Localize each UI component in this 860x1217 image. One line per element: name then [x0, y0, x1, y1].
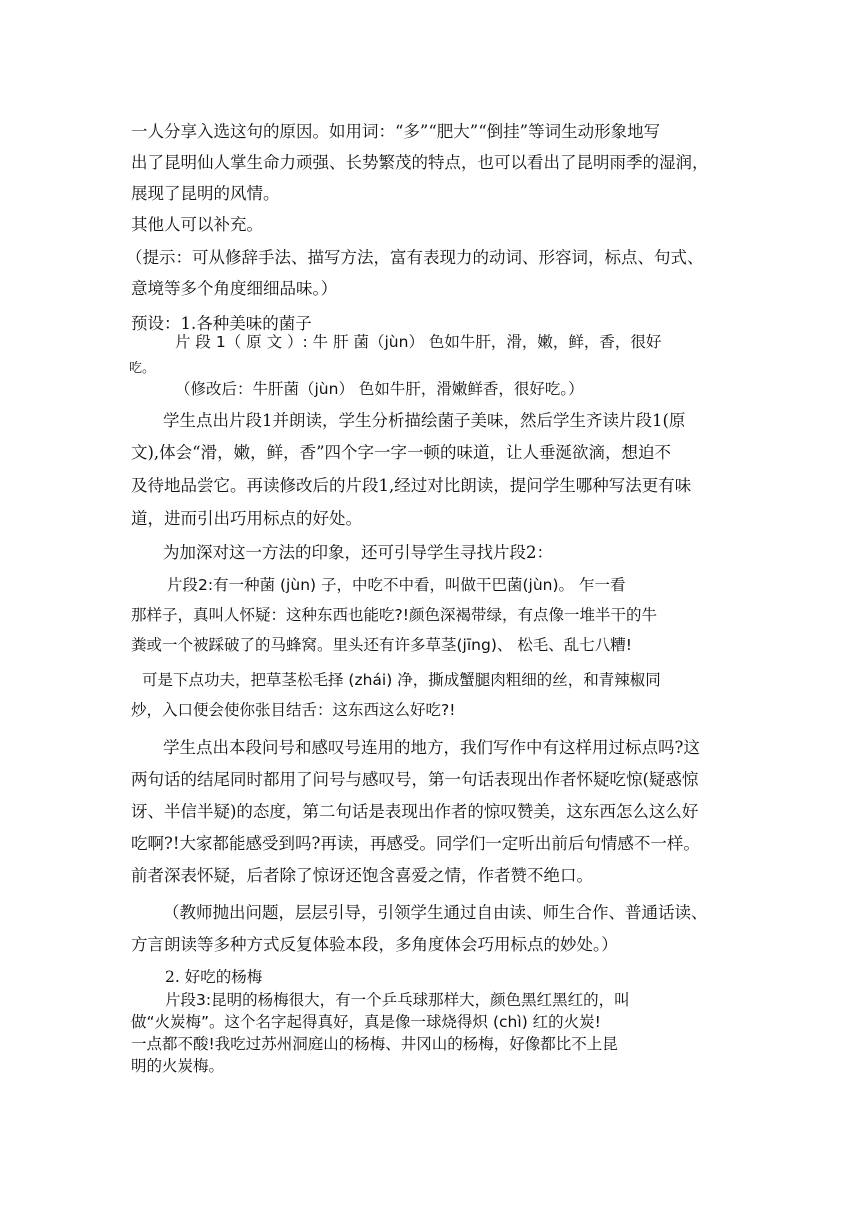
- paragraph-line: 学生点出片段1并朗读，学生分析描绘菌子美味，然后学生齐读片段1(原: [163, 411, 686, 430]
- paragraph-line: 出了昆明仙人掌生命力顽强、长势繁茂的特点，也可以看出了昆明雨季的湿润，: [131, 153, 709, 172]
- paragraph-line: 展现了昆明的风情。: [131, 184, 280, 203]
- paragraph-line: 道，进而引出巧用标点的好处。: [131, 509, 362, 528]
- excerpt-2-line: 那样子，真叫人怀疑：这种东西也能吃?!颜色深褐带绿，有点像一堆半干的牛: [131, 606, 657, 624]
- paragraph-line: 前者深表怀疑，后者除了惊讶还饱含喜爱之情，作者赞不绝口。: [131, 866, 593, 885]
- paragraph-line: 吃啊?!大家都能感受到吗?再读，再感受。同学们一定听出前后句情感不一样。: [131, 834, 700, 853]
- hint-line: （提示：可从修辞手法、描写方法，富有表现力的动词、形容词，标点、句式、: [126, 248, 704, 267]
- excerpt-3-line: 一点都不酸!我吃过苏州洞庭山的杨梅、井冈山的杨梅，好像都比不上昆: [131, 1035, 618, 1053]
- paragraph-line: 及待地品尝它。再读修改后的片段1,经过对比朗读，提问学生哪种写法更有味: [131, 476, 692, 495]
- paragraph-line: 讶、半信半疑)的态度，第二句话是表现出作者的惊叹赞美，这东西怎么这么好: [131, 802, 699, 821]
- paragraph-line: 其他人可以补充。: [131, 215, 263, 234]
- paragraph-line: 学生点出本段问号和感叹号连用的地方，我们写作中有这样用过标点吗?这: [163, 738, 700, 757]
- excerpt-3-line: 明的火炭梅。: [131, 1057, 225, 1075]
- paragraph-line: 文),体会“滑，嫩，鲜，香”四个字一字一顿的味道，让人垂涎欲滴，想迫不: [131, 443, 672, 462]
- excerpt-3-line: 片段3:昆明的杨梅很大，有一个乒乓球那样大，颜色黑红黑红的，叫: [165, 991, 630, 1009]
- note-line: （教师抛出问题，层层引导，引领学生通过自由读、师生合作、普通话读、: [163, 903, 708, 922]
- excerpt-1-line: 吃。: [129, 361, 156, 376]
- excerpt-1-revised: （修改后：牛肝菌（jùn） 色如牛肝，滑嫩鲜香，很好吃。）: [175, 380, 584, 398]
- excerpt-3-line: 做“火炭梅”。这个名字起得真好，真是像一球烧得炽 (chì) 红的火炭!: [131, 1013, 601, 1031]
- excerpt-2-line: 炒，入口便会使你张目结舌：这东西这么好吃?!: [131, 701, 456, 719]
- paragraph-line: 两句话的结尾同时都用了问号与感叹号，第一句话表现出作者怀疑吃惊(疑惑惊: [131, 770, 699, 789]
- paragraph-line: 为加深对这一方法的印象，还可引导学生寻找片段2：: [163, 543, 553, 562]
- excerpt-2-line: 粪或一个被踩破了的马蜂窝。里头还有许多草茎(jīng)、 松毛、乱七八糟!: [131, 636, 633, 654]
- excerpt-2-line: 片段2:有一种菌 (jùn) 子，中吃不中看，叫做干巴菌(jùn)。 乍一看: [167, 576, 626, 594]
- hint-line: 意境等多个角度细细品味。）: [131, 279, 338, 298]
- excerpt-1-line: 片 段 1（ 原 文 ）: 牛 肝 菌（jùn） 色如牛肝，滑，嫩，鲜，香，很好: [175, 333, 662, 351]
- section-heading: 2. 好吃的杨梅: [165, 968, 263, 986]
- note-line: 方言朗读等多种方式反复体验本段，多角度体会巧用标点的妙处。）: [131, 935, 618, 954]
- paragraph-line: 一人分享入选这句的原因。如用词：“多”“肥大”“倒挂”等词生动形象地写: [131, 122, 661, 141]
- section-heading: 预设：1.各种美味的菌子: [131, 314, 312, 333]
- excerpt-2-line: 可是下点功夫，把草茎松毛择 (zhái) 净，撕成蟹腿肉粗细的丝，和青辣椒同: [142, 671, 661, 689]
